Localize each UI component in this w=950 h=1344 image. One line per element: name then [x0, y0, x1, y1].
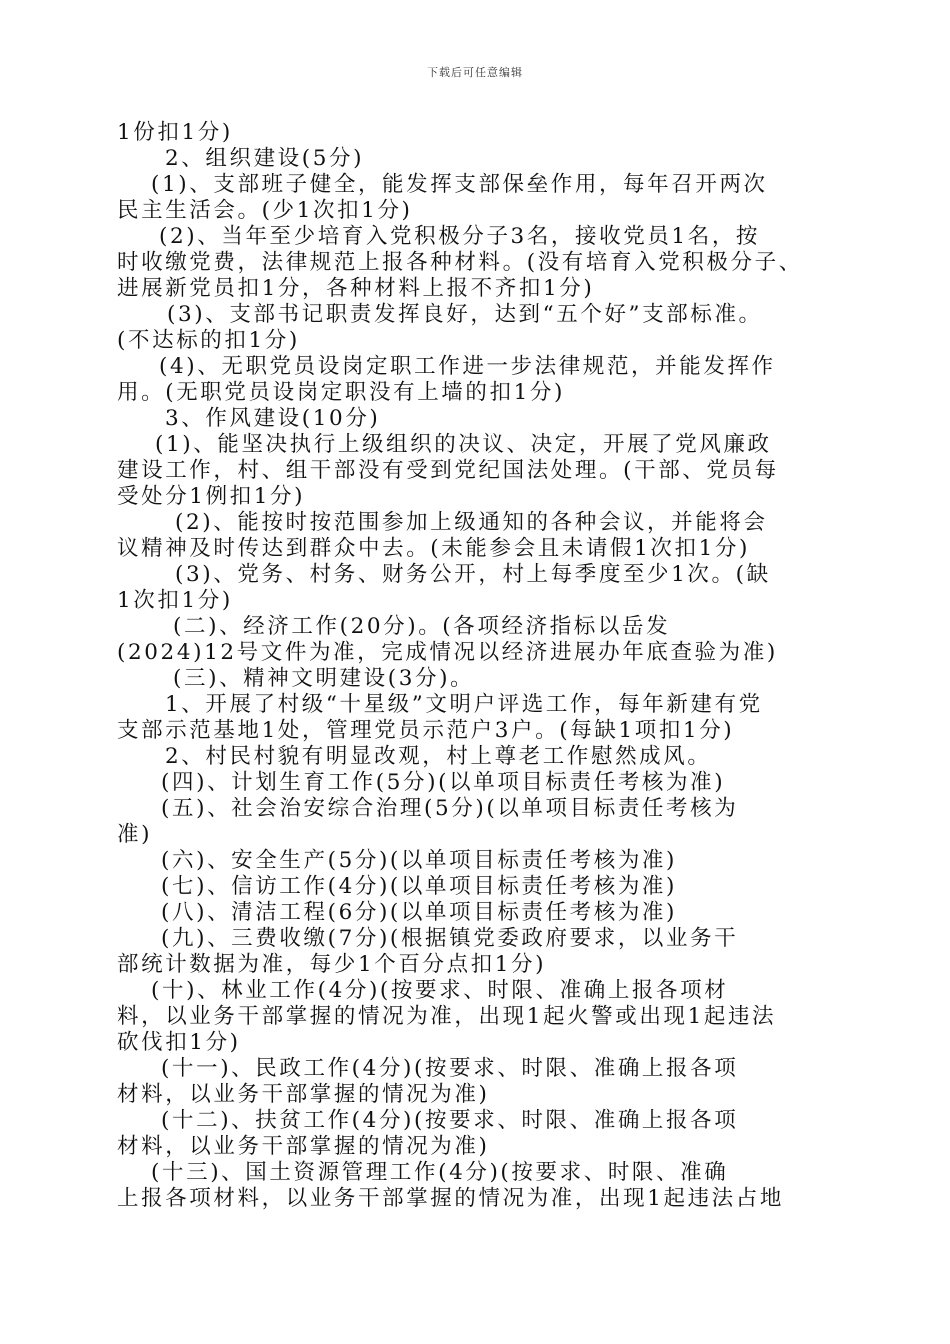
- text-line: 材料，以业务干部掌握的情况为准): [117, 1082, 490, 1107]
- page-header: 下载后可任意编辑: [427, 66, 523, 79]
- text-line: (六)、安全生产(5分)(以单项目标责任考核为准): [161, 848, 678, 873]
- text-line: (三)、精神文明建设(3分)。: [173, 666, 475, 691]
- document-body: [117, 120, 837, 1212]
- text-line: (五)、社会治安综合治理(5分)(以单项目标责任考核为: [161, 796, 739, 821]
- text-line: 3、作风建设(10分): [165, 406, 381, 431]
- text-line: 进展新党员扣1分，各种材料上报不齐扣1分): [117, 276, 595, 301]
- text-line: 砍伐扣1分): [117, 1030, 241, 1055]
- text-line: (七)、信访工作(4分)(以单项目标责任考核为准): [161, 874, 678, 899]
- text-line: (3)、支部书记职责发挥良好，达到“五个好”支部标准。: [167, 302, 763, 327]
- text-line: (1)、支部班子健全，能发挥支部保垒作用，每年召开两次: [151, 172, 768, 197]
- text-line: (不达标的扣1分): [117, 328, 300, 353]
- text-line: 准): [117, 822, 153, 847]
- text-line: 料，以业务干部掌握的情况为准，出现1起火警或出现1起违法: [117, 1004, 777, 1029]
- text-line: (二)、经济工作(20分)。(各项经济指标以岳发: [173, 614, 671, 639]
- text-line: (九)、三费收缴(7分)(根据镇党委政府要求，以业务干: [161, 926, 739, 951]
- text-line: (2)、当年至少培育入党积极分子3名，接收党员1名，按: [159, 224, 761, 249]
- text-line: (十二)、扶贫工作(4分)(按要求、时限、准确上报各项: [161, 1108, 739, 1133]
- text-line: 议精神及时传达到群众中去。(未能参会且未请假1次扣1分): [117, 536, 750, 561]
- text-line: (2)、能按时按范围参加上级通知的各种会议，并能将会: [175, 510, 768, 535]
- text-line: 1次扣1分): [117, 588, 233, 613]
- text-line: (十三)、国土资源管理工作(4分)(按要求、时限、准确: [151, 1160, 729, 1185]
- text-line: (四)、计划生育工作(5分)(以单项目标责任考核为准): [161, 770, 726, 795]
- text-line: (4)、无职党员设岗定职工作进一步法律规范，并能发挥作: [159, 354, 776, 379]
- text-line: 时收缴党费，法律规范上报各种材料。(没有培育入党积极分子、: [117, 250, 803, 275]
- text-line: (2024)12号文件为准，完成情况以经济进展办年底查验为准): [117, 640, 778, 665]
- text-line: (1)、能坚决执行上级组织的决议、决定，开展了党风廉政: [155, 432, 772, 457]
- text-line: 1份扣1分): [117, 120, 233, 145]
- text-line: (十一)、民政工作(4分)(按要求、时限、准确上报各项: [161, 1056, 739, 1081]
- text-line: (十)、林业工作(4分)(按要求、时限、准确上报各项材: [151, 978, 729, 1003]
- text-line: (八)、清洁工程(6分)(以单项目标责任考核为准): [161, 900, 678, 925]
- text-line: 受处分1例扣1分): [117, 484, 306, 509]
- text-line: 上报各项材料，以业务干部掌握的情况为准，出现1起违法占地: [117, 1186, 784, 1211]
- text-line: 用。(无职党员设岗定职没有上墙的扣1分): [117, 380, 565, 405]
- text-line: 材料，以业务干部掌握的情况为准): [117, 1134, 490, 1159]
- text-line: 1、开展了村级“十星级”文明户评选工作，每年新建有党: [165, 692, 763, 717]
- text-line: 民主生活会。(少1次扣1分): [117, 198, 413, 223]
- text-line: 2、村民村貌有明显改观，村上尊老工作慰然成风。: [165, 744, 712, 769]
- text-line: 支部示范基地1处，管理党员示范户3户。(每缺1项扣1分): [117, 718, 735, 743]
- text-line: 部统计数据为准，每少1个百分点扣1分): [117, 952, 547, 977]
- text-line: 2、组织建设(5分): [165, 146, 365, 171]
- text-line: 建设工作，村、组干部没有受到党纪国法处理。(干部、党员每: [117, 458, 779, 483]
- text-line: (3)、党务、村务、财务公开，村上每季度至少1次。(缺: [175, 562, 771, 587]
